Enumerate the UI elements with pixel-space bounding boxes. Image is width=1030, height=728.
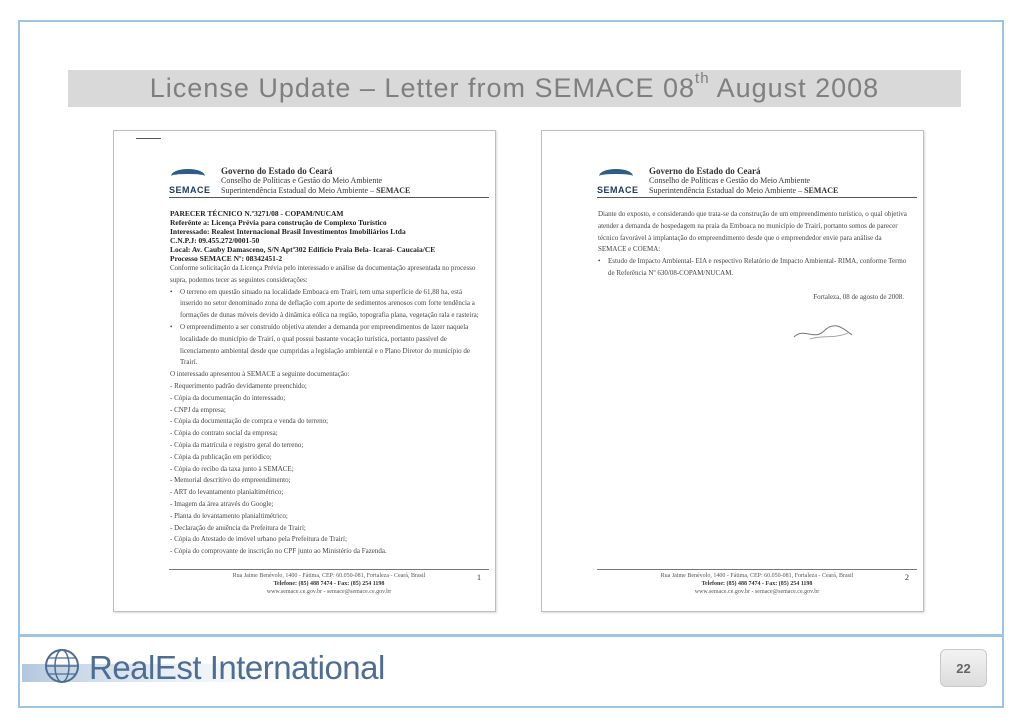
doc-item: - Cópia do contrato social da empresa; xyxy=(170,429,278,438)
doc-item: - Planta do levantamento planialtimétrico; xyxy=(170,511,288,520)
intro-paragraph: Conforme solicitação da Licença Prévia pelo interessado e análise da documentação apresentada no processo supra, podemos tecer as seguintes considerações: xyxy=(170,264,476,284)
doc-item: - Imagem da área através do Google; xyxy=(170,499,274,508)
doc-item: - Cópia da publicação em periódico; xyxy=(170,452,272,461)
semace-logo: SEMACE xyxy=(597,165,637,201)
letterhead-government: Governo do Estado do Ceará xyxy=(221,166,333,176)
doc-item: - CNPJ da empresa; xyxy=(170,405,226,414)
heading-line: Interessado: Realest Internacional Brasil Investimentos Imobiliários Ltda xyxy=(170,227,406,236)
slide-title: License Update – Letter from SEMACE 08th August 2008 xyxy=(149,70,880,103)
doc-item: - Requerimento padrão devidamente preenchido; xyxy=(170,381,307,390)
letterhead-council: Conselho de Políticas e Gestão do Meio Ambiente xyxy=(649,176,811,185)
letter-page-number: 2 xyxy=(905,573,909,582)
doc-item: - Memorial descritivo do empreendimento; xyxy=(170,476,291,485)
doc-item: - Cópia da matrícula e registro geral do terreno; xyxy=(170,440,304,449)
letter-footer xyxy=(169,569,489,596)
footer-address: Rua Jaime Benévolo, 1400 - Fátima, CEP: 60.050-081, Fortaleza - Ceará, Brasil xyxy=(232,573,426,579)
letter-page-1 xyxy=(113,130,496,612)
letter-2-body xyxy=(598,209,910,304)
doc-item: - ART do levantamento planialtimétrico; xyxy=(170,488,284,497)
doc-item: - Cópia da documentação de compra e venda do terreno; xyxy=(170,417,329,426)
slide-number: 22 xyxy=(940,649,987,687)
heading-line: Referênte a: Licença Prévia para construção de Complexo Turístico xyxy=(170,218,387,227)
signature-mark xyxy=(790,321,860,345)
bullet-eia-rima: • Estudo de Impacto Ambiental- EIA e respectivo Relatório de Impacto Ambiental- RIMA, conforme Termo de Referência Nº 630/08-COPAM/NUCAM. xyxy=(598,256,910,280)
semace-logo: SEMACE xyxy=(169,165,209,201)
letter-page-number: 1 xyxy=(477,573,481,582)
doc-item: - Cópia do Atestado de imóvel urbano pela Prefeitura de Trairí; xyxy=(170,535,347,544)
footer-web: www.semace.ce.gov.br - semace@semace.ce.gov.br xyxy=(694,589,820,595)
doc-item: - Cópia do comprovante de inscrição no CPF junto ao Ministério da Fazenda. xyxy=(170,547,387,556)
letter-page-2 xyxy=(541,130,924,612)
letterhead-council: Conselho de Políticas e Gestão do Meio Ambiente xyxy=(221,176,383,185)
heading-line: C.N.P.J: 09.455.272/0001-50 xyxy=(170,236,260,245)
letter-1-body xyxy=(170,209,482,558)
letterhead xyxy=(169,165,489,201)
heading-line: Local: Av. Cauby Damasceno, S/N Aptº302 Edifício Praia Bela- Icaraí- Caucaia/CE xyxy=(170,245,436,254)
conclusion-paragraph: Diante do exposto, e considerando que trata-se da construção de um empreendimento turístico, o qual objetiva atender a demanda de hospedagem na praia da Emboaca no município de Trairí, portanto somos de parecer técnico favorável à implantação do empreendimento desde que o empreendedor envie para análise da SEMACE e COEMA: xyxy=(598,210,907,254)
letterhead-superintendence: Superintendência Estadual do Meio Ambiente – SEMACE xyxy=(649,186,839,195)
bullet-terrain: • O terreno em questão situado na localidade Emboaca em Trairí, tem uma superfície de 61,88 ha, está inserido no setor denominado zona de deflação com aporte de sedimentos arenosos com forte tendência a formações de dunas móveis devido à dinâmica eólica na região, topografia plana, vegetação rala e rasteira; xyxy=(170,287,482,322)
docs-intro: O interessado apresentou à SEMACE a seguinte documentação: xyxy=(170,370,350,379)
footer-web: www.semace.ce.gov.br - semace@semace.ce.gov.br xyxy=(266,589,392,595)
bullet-enterprise: • O empreendimento a ser construído objetiva atender a demanda por empreendimentos de lazer naquela localidade do município de Trairí, o qual possui bastante vocação turística, portanto passível de licenciamento ambiental desde que cumpridas a legislação ambiental e o Plano Diretor do município de Trairí. xyxy=(170,322,482,369)
logo-wordmark: RealEst International xyxy=(89,649,385,686)
letterhead xyxy=(597,165,917,201)
corner-mark xyxy=(136,138,161,139)
letterhead-government: Governo do Estado do Ceará xyxy=(649,166,761,176)
heading-line: PARECER TÉCNICO N.º3271/08 - COPAM/NUCAM xyxy=(170,209,344,218)
date-line: Fortaleza, 08 de agosto de 2008. xyxy=(813,292,904,301)
doc-item: - Declaração de anuência da Prefeitura de Trairí; xyxy=(170,523,306,532)
doc-item: - Cópia do recibo da taxa junto à SEMACE; xyxy=(170,464,294,473)
title-bar xyxy=(68,70,961,107)
footer-phone: Telefone: (85) 488 7474 - Fax: (85) 254 1198 xyxy=(701,581,813,587)
realest-logo xyxy=(22,640,385,696)
letterhead-superintendence: Superintendência Estadual do Meio Ambiente – SEMACE xyxy=(221,186,411,195)
footer-phone: Telefone: (85) 488 7474 - Fax: (85) 254 1198 xyxy=(273,581,385,587)
doc-item: - Cópia da documentação do interessado; xyxy=(170,393,286,402)
footer-address: Rua Jaime Benévolo, 1400 - Fátima, CEP: 60.050-081, Fortaleza - Ceará, Brasil xyxy=(660,573,854,579)
heading-line: Processo SEMACE Nº: 08342451-2 xyxy=(170,254,283,263)
footer-divider xyxy=(18,634,1004,637)
letter-footer xyxy=(597,569,917,596)
